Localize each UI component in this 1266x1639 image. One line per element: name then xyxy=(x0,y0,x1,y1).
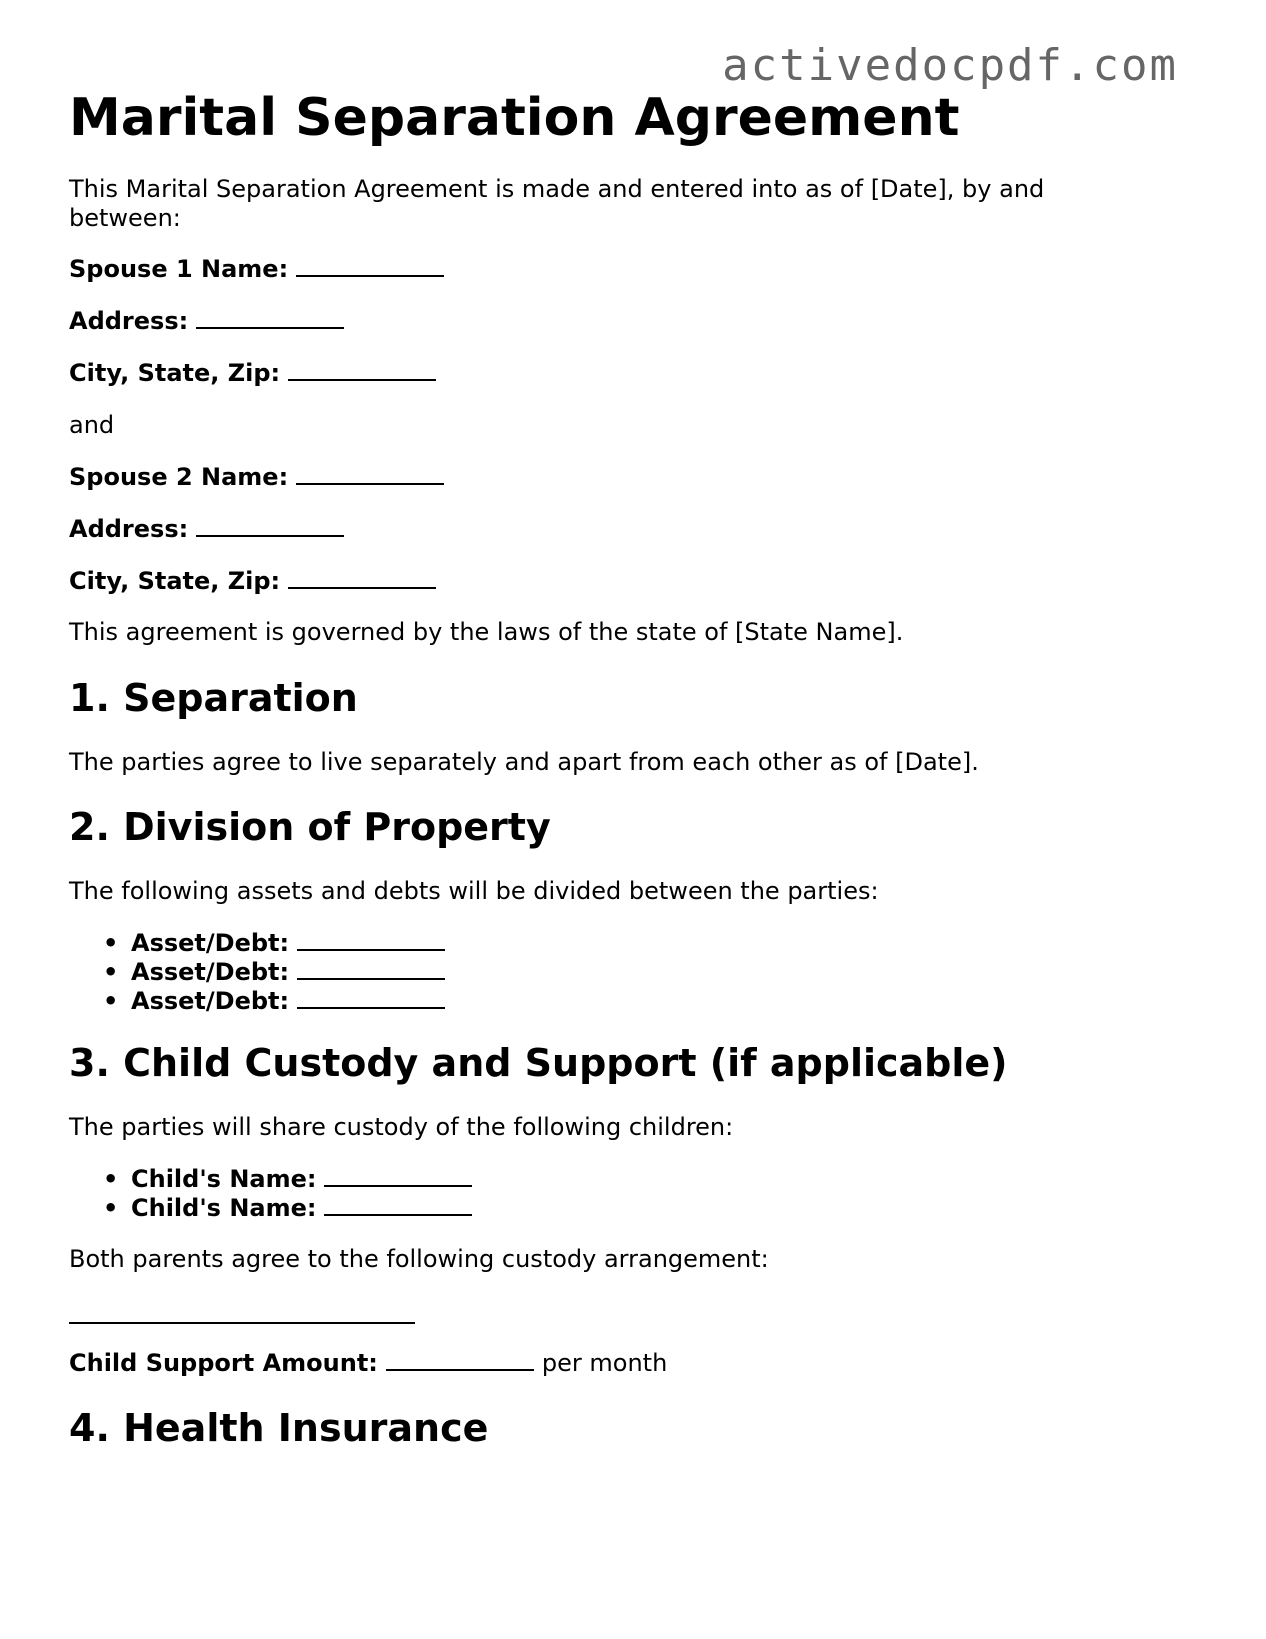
section-1-heading: 1. Separation xyxy=(69,676,358,720)
and-text: and xyxy=(69,411,115,439)
child-support-label: Child Support Amount: xyxy=(69,1349,378,1377)
spouse1-name-blank[interactable] xyxy=(296,255,444,277)
section-2-heading: 2. Division of Property xyxy=(69,805,551,849)
spouse1-address-field xyxy=(69,307,344,336)
spouse2-city-field xyxy=(69,567,436,596)
child-support-field xyxy=(69,1349,667,1378)
asset-debt-blank[interactable] xyxy=(297,987,445,1009)
child-name-label: Child's Name: xyxy=(131,1165,317,1193)
asset-debt-label: Asset/Debt: xyxy=(131,987,290,1015)
spouse2-address-blank[interactable] xyxy=(196,515,344,537)
list-item xyxy=(103,987,445,1016)
spouse2-city-label: City, State, Zip: xyxy=(69,567,281,595)
asset-debt-label: Asset/Debt: xyxy=(131,958,290,986)
child-support-blank[interactable] xyxy=(386,1349,534,1371)
list-item xyxy=(103,929,445,958)
child-name-blank[interactable] xyxy=(324,1194,472,1216)
spouse2-name-blank[interactable] xyxy=(296,463,444,485)
spouse1-name-label: Spouse 1 Name: xyxy=(69,255,289,283)
spouse1-city-blank[interactable] xyxy=(288,359,436,381)
asset-debt-blank[interactable] xyxy=(297,958,445,980)
list-item xyxy=(103,1165,472,1194)
child-name-blank[interactable] xyxy=(324,1165,472,1187)
asset-debt-label: Asset/Debt: xyxy=(131,929,290,957)
bullet-icon: • xyxy=(103,958,119,986)
spouse2-name-label: Spouse 2 Name: xyxy=(69,463,289,491)
custody-text: The parties will share custody of the following children: xyxy=(69,1113,734,1141)
document-title: Marital Separation Agreement xyxy=(69,88,960,148)
asset-debt-blank[interactable] xyxy=(297,929,445,951)
separation-text: The parties agree to live separately and apart from each other as of [Date]. xyxy=(69,748,979,776)
spouse2-address-field xyxy=(69,515,344,544)
spouse1-address-label: Address: xyxy=(69,307,189,335)
spouse2-city-blank[interactable] xyxy=(288,567,436,589)
intro-paragraph: This Marital Separation Agreement is made and entered into as of [Date], by and between: xyxy=(69,175,1045,232)
spouse2-address-label: Address: xyxy=(69,515,189,543)
watermark: activedocpdf.com xyxy=(722,40,1178,91)
governing-law-text: This agreement is governed by the laws of the state of [State Name]. xyxy=(69,618,904,646)
children-list xyxy=(69,1165,472,1223)
bullet-icon: • xyxy=(103,1165,119,1193)
custody-arrangement-text: Both parents agree to the following custody arrangement: xyxy=(69,1245,769,1273)
custody-arrangement-blank[interactable] xyxy=(69,1322,415,1324)
spouse1-address-blank[interactable] xyxy=(196,307,344,329)
section-4-heading: 4. Health Insurance xyxy=(69,1406,489,1450)
section-3-heading: 3. Child Custody and Support (if applicable) xyxy=(69,1041,1008,1085)
bullet-icon: • xyxy=(103,987,119,1015)
child-name-label: Child's Name: xyxy=(131,1194,317,1222)
asset-debt-list xyxy=(69,929,445,1016)
property-text: The following assets and debts will be divided between the parties: xyxy=(69,877,879,905)
list-item xyxy=(103,958,445,987)
per-month-text: per month xyxy=(541,1349,668,1377)
spouse2-name-field xyxy=(69,463,444,492)
spouse1-name-field xyxy=(69,255,444,284)
spouse1-city-field xyxy=(69,359,436,388)
spouse1-city-label: City, State, Zip: xyxy=(69,359,281,387)
bullet-icon: • xyxy=(103,1194,119,1222)
list-item xyxy=(103,1194,472,1223)
bullet-icon: • xyxy=(103,929,119,957)
